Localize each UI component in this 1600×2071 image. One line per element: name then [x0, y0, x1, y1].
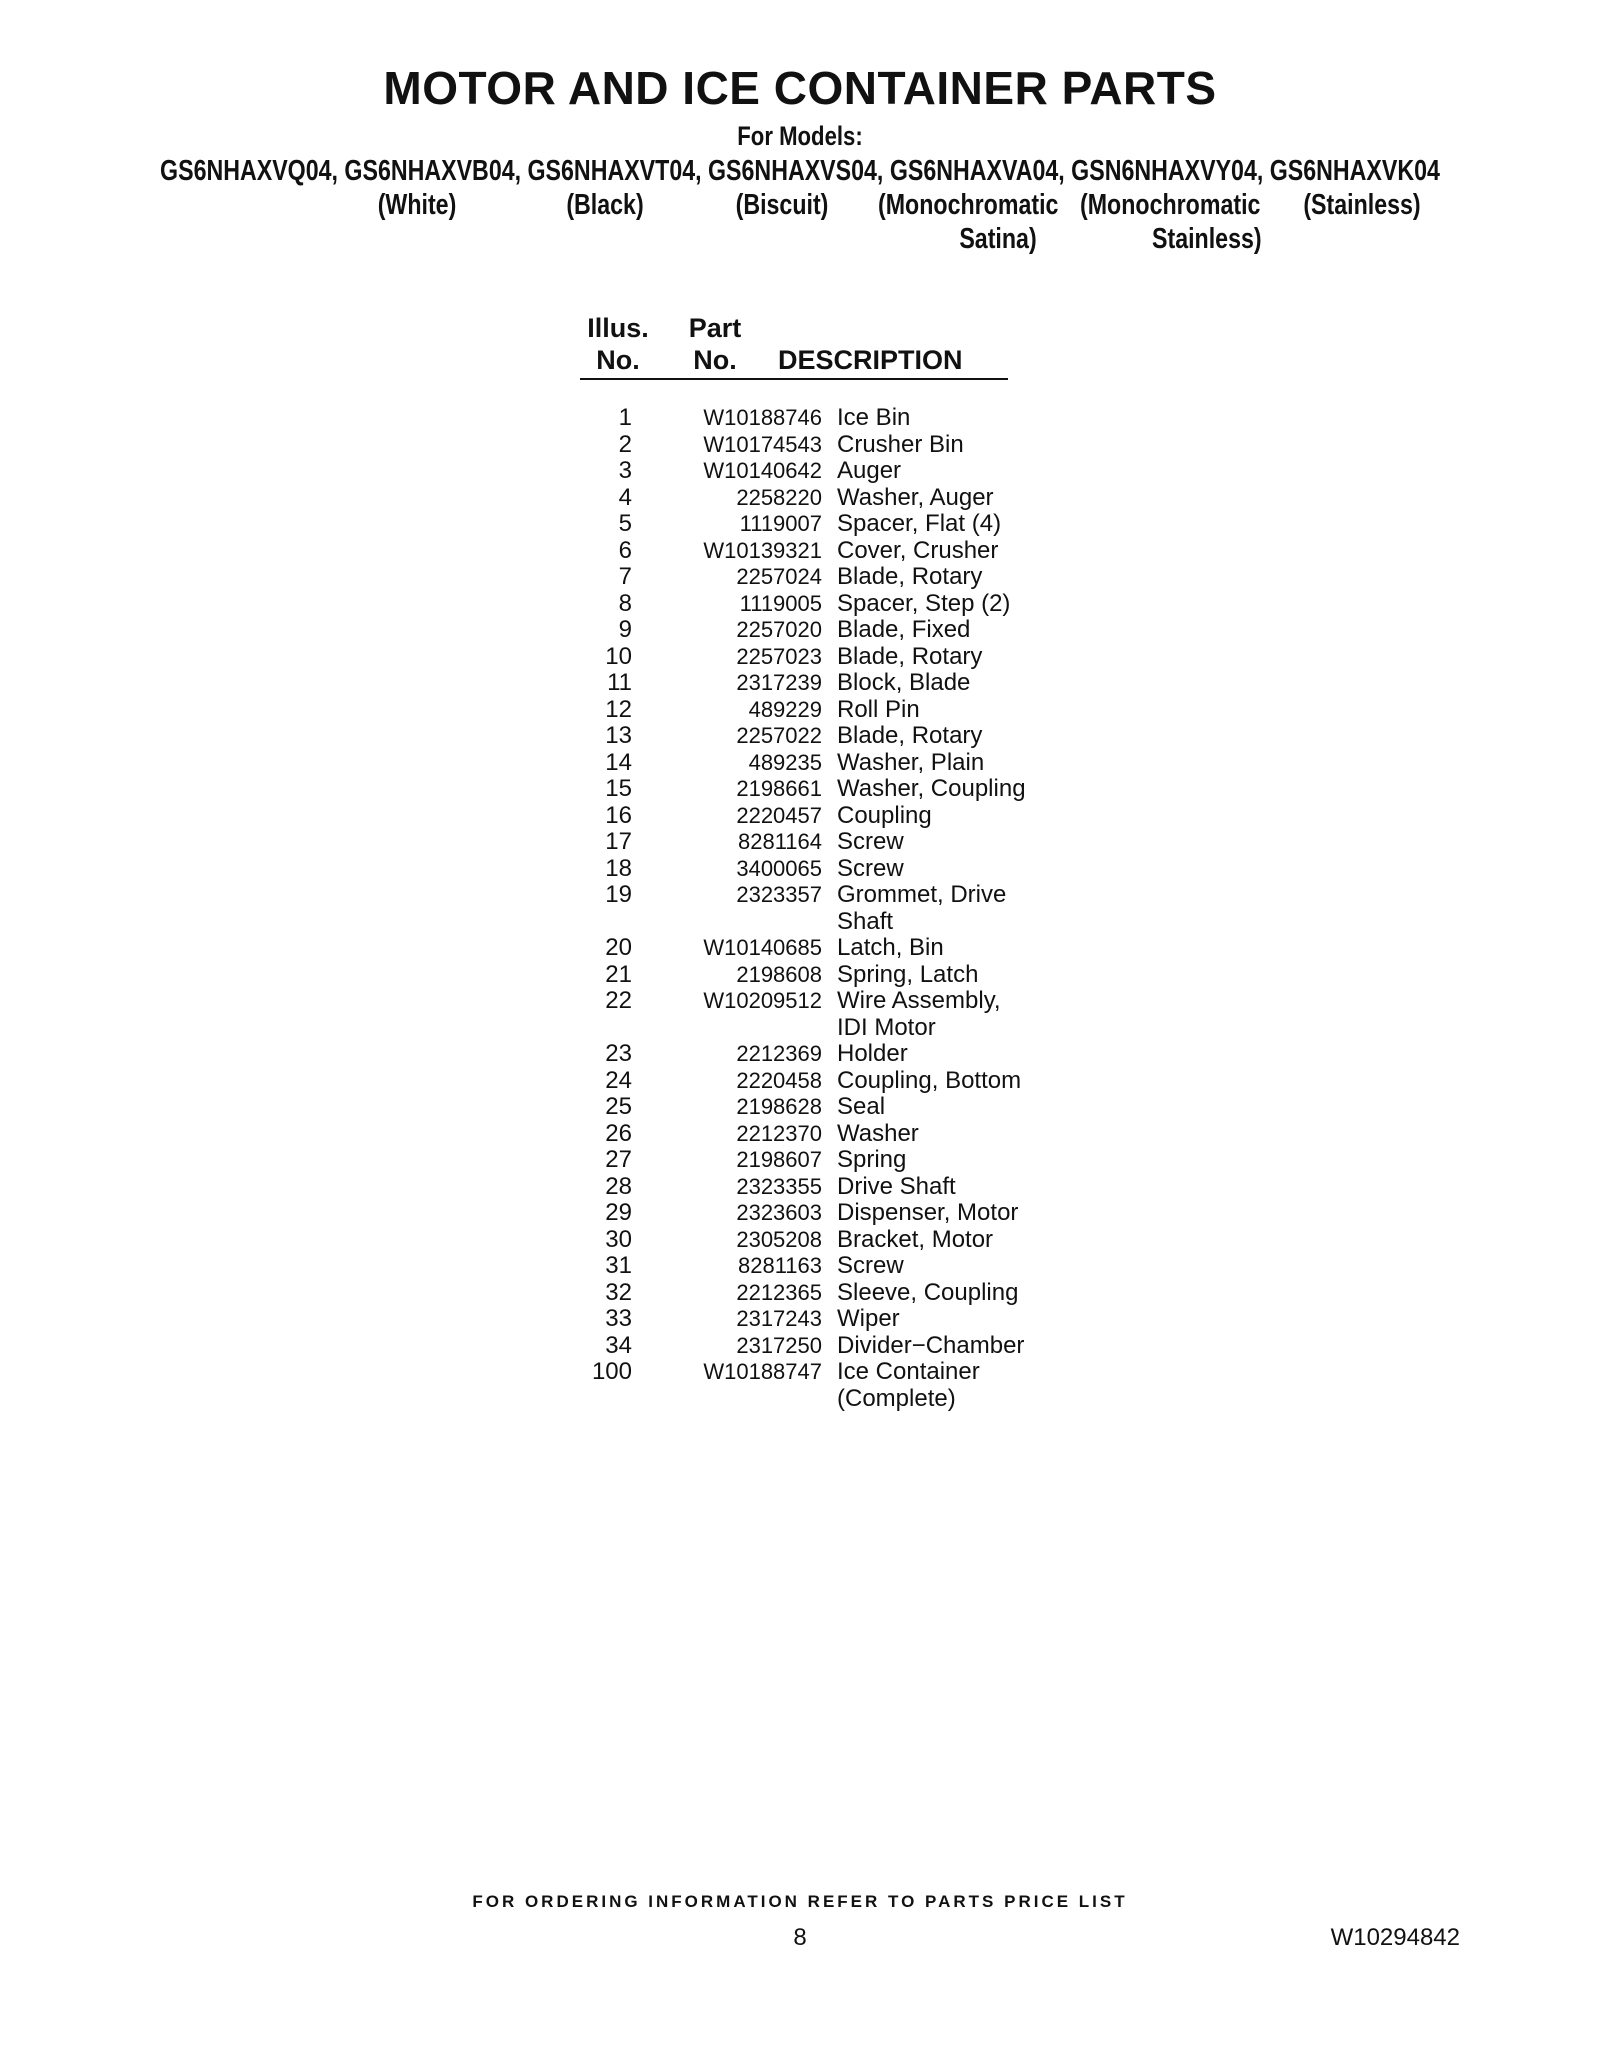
part-number: 2198608 [736, 961, 822, 987]
part-description [822, 617, 1020, 644]
illus-number: 8 [618, 589, 632, 617]
header-line: No. [693, 345, 737, 375]
illus-number: 17 [605, 828, 632, 855]
part-number: W10140642 [703, 458, 822, 483]
part-number: 2220457 [736, 802, 822, 828]
illus-number: 28 [605, 1172, 632, 1200]
parts-row [580, 1121, 1020, 1148]
illus-number: 32 [605, 1278, 632, 1306]
parts-row [580, 803, 1020, 830]
part-number: 2198628 [736, 1094, 822, 1119]
description-header: DESCRIPTION [778, 345, 963, 375]
parts-row [580, 775, 1026, 803]
part-description [822, 1333, 1024, 1360]
description-line: Dispenser, Motor [837, 1199, 1019, 1226]
part-description [822, 1094, 1020, 1121]
color-label-line: (Monochromatic [878, 189, 1059, 221]
part-description [822, 538, 1020, 565]
description-line: Spring, Latch [837, 960, 979, 988]
part-number: 2220458 [736, 1067, 822, 1093]
description-line: Blade, Rotary [837, 722, 983, 749]
illus-number: 4 [618, 483, 632, 511]
parts-row [580, 1174, 1020, 1201]
illus-number: 18 [605, 854, 632, 882]
parts-row [580, 405, 1020, 432]
illus-number: 7 [618, 563, 632, 590]
illus-number: 30 [605, 1225, 632, 1253]
parts-row [580, 1227, 1020, 1254]
color-label-line: (White) [377, 189, 457, 221]
illus-number: 24 [605, 1066, 632, 1094]
illus-number: 21 [605, 960, 632, 988]
header-line: Part [688, 313, 742, 343]
illus-number: 26 [605, 1119, 632, 1147]
part-number: 3400065 [736, 855, 822, 881]
color-label-line: (Black) [566, 189, 644, 221]
description-line: Drive Shaft [837, 1172, 956, 1200]
illus-number: 13 [605, 722, 632, 749]
parts-row [580, 564, 1020, 591]
description-line: Coupling [837, 801, 932, 829]
color-label-monochromatic-stainless [1080, 188, 1262, 256]
description-line: Roll Pin [837, 695, 920, 723]
description-line: Spacer, Flat (4) [837, 510, 1002, 537]
part-description [822, 670, 1020, 697]
color-label-white [365, 188, 469, 222]
illus-no-header [582, 312, 654, 376]
for-models-label: For Models: [737, 121, 863, 151]
description-line: Screw [837, 854, 904, 882]
parts-row [580, 1094, 1020, 1121]
part-number: 8281164 [737, 829, 822, 854]
parts-row [580, 617, 1020, 644]
description-line: Crusher Bin [837, 430, 964, 458]
part-number: 2212365 [736, 1279, 822, 1305]
part-description [822, 511, 1020, 538]
description-line: Holder [837, 1040, 908, 1067]
parts-row [580, 829, 1020, 856]
part-description [822, 882, 1020, 935]
description-line: Wire Assembly, [837, 987, 1001, 1014]
description-line: Washer [837, 1119, 919, 1147]
description-line: Spacer, Step (2) [837, 589, 1011, 617]
description-line: Cover, Crusher [837, 536, 999, 564]
part-number: 2323603 [736, 1200, 822, 1225]
part-number: 2257022 [736, 723, 822, 748]
page-number: 8 [793, 1924, 807, 1951]
illus-number: 25 [605, 1093, 632, 1120]
parts-row [580, 511, 1020, 538]
part-number: 1119005 [739, 590, 822, 616]
parts-row [580, 1200, 1020, 1227]
part-number: W10140685 [703, 935, 822, 960]
illus-number: 12 [605, 695, 632, 723]
parts-row [580, 882, 1020, 935]
parts-row [580, 1331, 1025, 1360]
illus-number: 10 [605, 642, 632, 670]
description-line: Washer, Coupling [837, 775, 1026, 802]
part-number: 2323357 [736, 882, 822, 907]
description-line: Screw [837, 828, 904, 855]
illus-number: 14 [605, 748, 632, 776]
parts-row [580, 723, 1020, 750]
illus-number: 34 [605, 1331, 632, 1359]
part-number: 2257023 [736, 643, 822, 669]
parts-row [580, 538, 1020, 565]
model-numbers: GS6NHAXVQ04, GS6NHAXVB04, GS6NHAXVT04, GS6NHAXVS04, GS6NHAXVA04, GSN6NHAXVY04, GS6NHAXVK04 [160, 155, 1440, 187]
description-line: Blade, Fixed [837, 616, 971, 643]
part-description [822, 458, 1020, 485]
parts-row [580, 670, 1020, 697]
parts-row [580, 644, 1020, 671]
part-number: 2257024 [736, 564, 822, 589]
part-description [822, 962, 1020, 989]
description-line: Seal [837, 1093, 886, 1120]
illus-number: 27 [605, 1146, 632, 1173]
part-number: 2317243 [736, 1306, 822, 1331]
part-description [822, 723, 1020, 750]
illus-number: 2 [618, 430, 632, 458]
parts-row [580, 432, 1020, 459]
parts-row [580, 458, 1020, 485]
part-number: 2305208 [736, 1226, 822, 1252]
part-description [822, 697, 1020, 724]
parts-row [580, 750, 1020, 777]
illus-number: 11 [607, 669, 632, 696]
illus-number: 5 [618, 510, 632, 537]
part-number: 2257020 [736, 617, 822, 642]
part-description [822, 803, 1020, 830]
part-number: 8281163 [737, 1253, 822, 1278]
part-description [822, 1174, 1020, 1201]
description-line: Shaft [837, 907, 894, 935]
description-line: Blade, Rotary [837, 563, 983, 590]
illus-number: 19 [605, 881, 632, 908]
part-number: 489229 [748, 696, 822, 722]
parts-row [580, 856, 1020, 883]
parts-row [580, 1306, 1020, 1333]
part-description [822, 776, 1026, 803]
description-line: Divider−Chamber [837, 1331, 1025, 1359]
description-line: Screw [837, 1252, 904, 1279]
color-label-line: Stainless) [1152, 223, 1262, 255]
part-number: 1119007 [739, 511, 822, 536]
color-label-biscuit [726, 188, 838, 222]
parts-row [580, 485, 1020, 512]
description-line: Auger [837, 457, 902, 484]
part-number: 2212370 [736, 1120, 822, 1146]
description-line: (Complete) [837, 1384, 956, 1412]
part-description [822, 1068, 1021, 1095]
parts-row [580, 1068, 1020, 1095]
parts-row [580, 1359, 1020, 1412]
part-description [822, 1227, 1020, 1254]
illus-number: 1 [618, 404, 632, 431]
document-number: W10294842 [1330, 1924, 1460, 1951]
part-number: W10174543 [703, 431, 822, 457]
part-description [822, 829, 1020, 856]
color-label-line: (Monochromatic [1080, 189, 1261, 221]
illus-number: 23 [605, 1040, 632, 1067]
description-line: IDI Motor [837, 1013, 936, 1041]
parts-list [580, 404, 1026, 1412]
part-number: 2258220 [736, 484, 822, 510]
description-line: Spring [837, 1146, 907, 1173]
part-number: 489235 [748, 749, 822, 775]
part-number: 2323355 [736, 1173, 822, 1199]
illus-number: 9 [618, 616, 632, 643]
part-number: 2212369 [736, 1041, 822, 1066]
description-line: Wiper [837, 1305, 900, 1332]
part-description [822, 935, 1020, 962]
ordering-note: FOR ORDERING INFORMATION REFER TO PARTS PRICE LIST [472, 1892, 1128, 1911]
part-no-header [680, 312, 750, 376]
illus-number: 100 [591, 1358, 632, 1385]
description-line: Latch, Bin [837, 934, 944, 961]
illus-number: 33 [605, 1305, 632, 1332]
parts-row [580, 1147, 1020, 1174]
illus-number: 20 [605, 934, 632, 961]
description-line: Bracket, Motor [837, 1225, 994, 1253]
description-line: Coupling, Bottom [837, 1066, 1022, 1094]
illus-number: 31 [605, 1252, 632, 1279]
part-description [822, 1121, 1020, 1148]
part-description [822, 1253, 1020, 1280]
color-label-line: (Stainless) [1303, 189, 1421, 221]
part-description [822, 1200, 1020, 1227]
illus-number: 16 [605, 801, 632, 829]
color-label-line: (Biscuit) [735, 189, 829, 221]
description-line: Sleeve, Coupling [837, 1278, 1019, 1306]
color-label-black [553, 188, 657, 222]
description-line: Blade, Rotary [837, 642, 983, 670]
part-description [822, 1306, 1020, 1333]
illus-number: 29 [605, 1199, 632, 1226]
header-line: Illus. [587, 313, 649, 343]
part-number: 2317239 [736, 670, 822, 695]
illus-number: 3 [618, 457, 632, 484]
part-description [822, 856, 1020, 883]
part-description [822, 564, 1020, 591]
parts-row [580, 1280, 1020, 1307]
part-number: W10209512 [703, 988, 822, 1013]
parts-row [580, 962, 1020, 989]
part-number: 2198661 [736, 776, 822, 801]
description-line: Block, Blade [837, 669, 971, 696]
part-description [822, 405, 1020, 432]
part-number: W10139321 [703, 537, 822, 563]
part-description [822, 591, 1020, 618]
parts-row [580, 1253, 1020, 1280]
illus-number: 15 [605, 775, 632, 802]
description-line: Washer, Auger [837, 483, 994, 511]
part-description [822, 485, 1020, 512]
part-number: W10188747 [703, 1359, 822, 1384]
description-line: Washer, Plain [837, 748, 985, 776]
part-description [822, 1359, 1020, 1412]
parts-row [580, 697, 1020, 724]
part-number: W10188746 [703, 405, 822, 430]
part-description [822, 644, 1020, 671]
page-title: MOTOR AND ICE CONTAINER PARTS [383, 62, 1217, 114]
illus-number: 22 [605, 987, 632, 1014]
part-description [822, 988, 1020, 1041]
illus-number: 6 [618, 536, 632, 564]
description-line: Ice Container [837, 1358, 980, 1385]
color-label-monochromatic-satina [878, 188, 1059, 256]
description-line: Grommet, Drive [837, 881, 1007, 908]
color-label-line: Satina) [959, 223, 1037, 255]
part-description [822, 432, 1020, 459]
parts-row [580, 1041, 1020, 1068]
header-line: No. [596, 345, 640, 375]
part-description [822, 750, 1020, 777]
parts-row [580, 988, 1020, 1041]
parts-row [580, 935, 1020, 962]
part-number: 2317250 [736, 1332, 822, 1358]
description-line: Ice Bin [837, 404, 911, 431]
parts-row [580, 591, 1020, 618]
part-number: 2198607 [736, 1147, 822, 1172]
color-label-stainless [1298, 188, 1426, 222]
part-description [822, 1280, 1020, 1307]
part-description [822, 1041, 1020, 1068]
part-description [822, 1147, 1020, 1174]
header-underline [580, 378, 1008, 380]
